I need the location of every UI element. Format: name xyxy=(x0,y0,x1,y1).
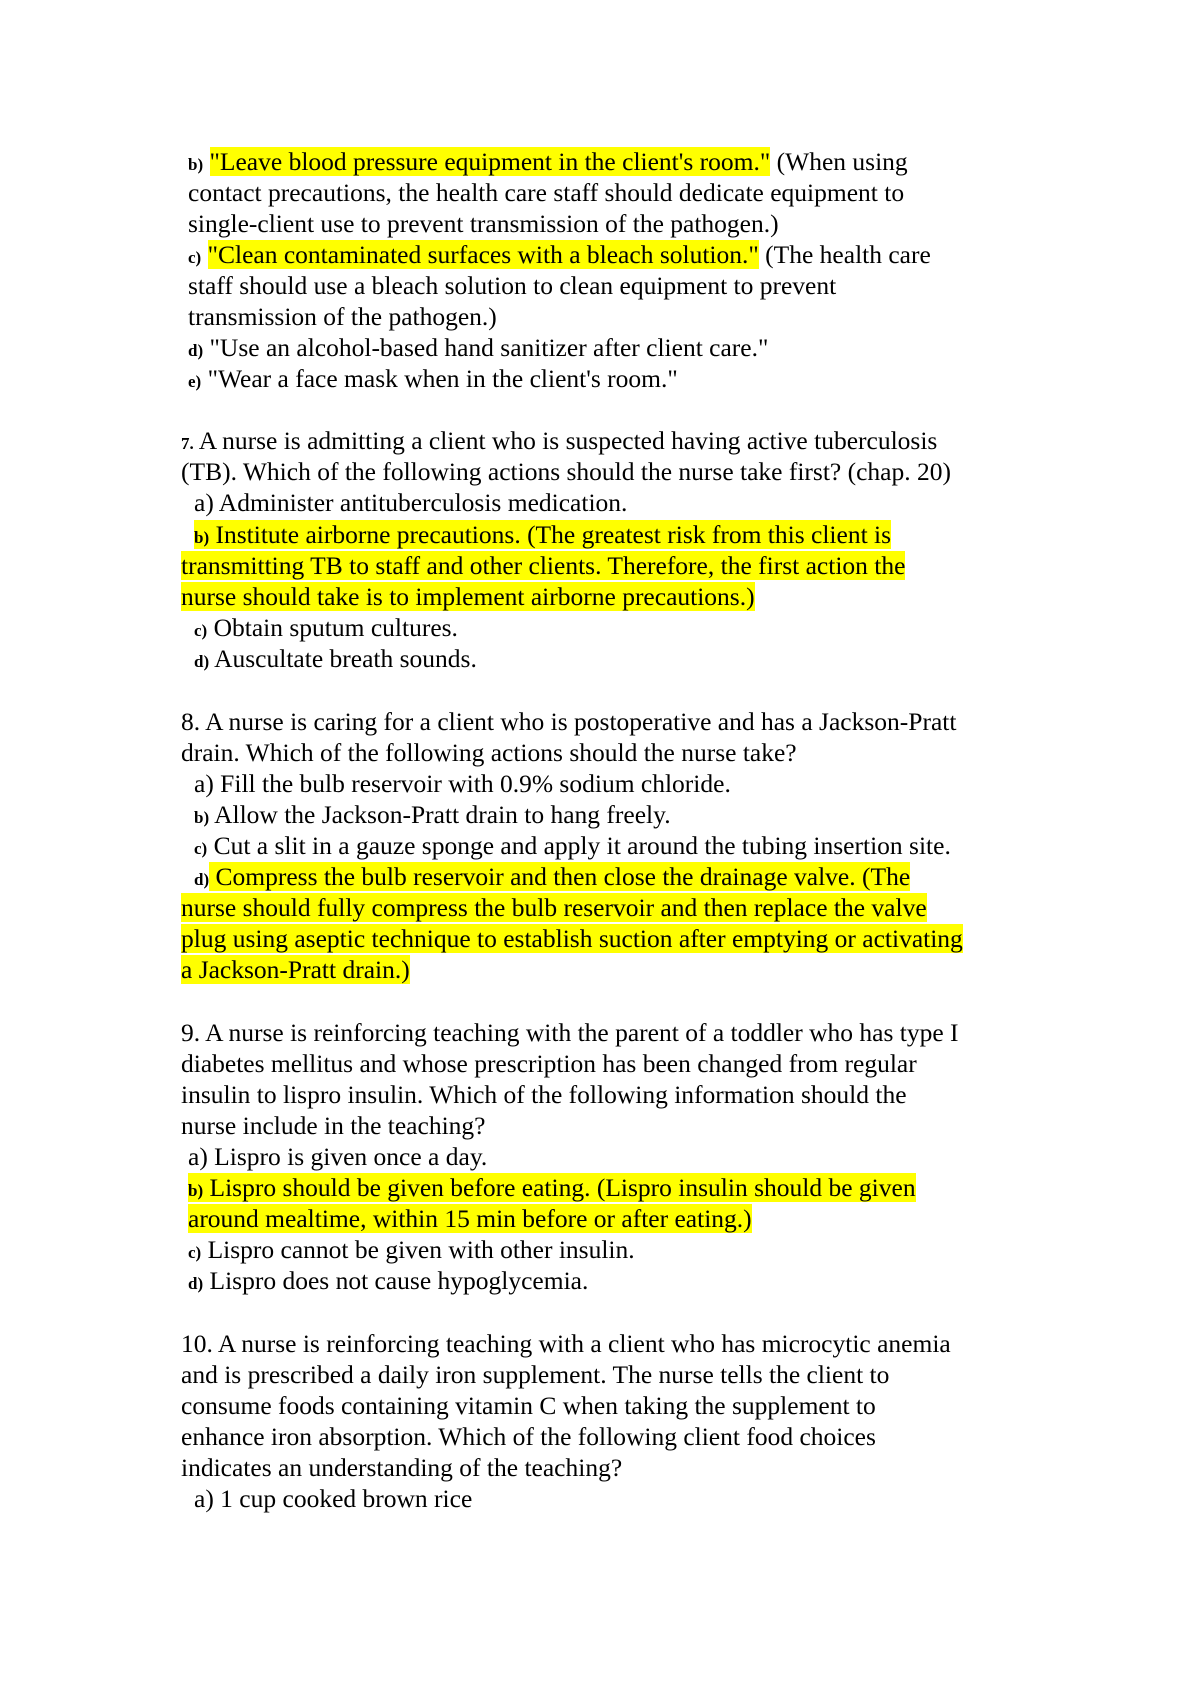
option-letter: d) xyxy=(194,652,210,671)
q7-option-c xyxy=(194,613,458,646)
q6-option-c xyxy=(188,240,931,273)
correct-answer-highlight: "Leave blood pressure equipment in the client's room." xyxy=(209,147,771,176)
option-letter: b) xyxy=(188,155,204,174)
question-number: 7. xyxy=(181,434,194,453)
option-text: Auscultate breath sounds. xyxy=(209,644,477,673)
rationale-text: (When using xyxy=(770,147,908,176)
q10-option-a: a) 1 cup cooked brown rice xyxy=(194,1484,473,1513)
option-text: Lispro cannot be given with other insulin. xyxy=(201,1235,635,1264)
q8-stem: 8. A nurse is caring for a client who is postoperative and has a Jackson-Pratt xyxy=(181,707,957,736)
q9-option-b xyxy=(188,1173,916,1206)
option-text: "Wear a face mask when in the client's room." xyxy=(207,364,678,393)
question-text-line: (TB). Which of the following actions should the nurse take first? (chap. 20) xyxy=(181,457,951,486)
option-text: "Use an alcohol-based hand sanitizer after client care." xyxy=(209,333,769,362)
question-text: A nurse is admitting a client who is suspected having active tuberculosis xyxy=(193,426,938,455)
highlight-line: plug using aseptic technique to establish suction after emptying or activating xyxy=(181,924,963,953)
q7-option-b xyxy=(194,520,891,553)
option-text: Allow the Jackson-Pratt drain to hang freely. xyxy=(209,800,671,829)
rationale-line: contact precautions, the health care staff should dedicate equipment to xyxy=(188,178,905,207)
q7-option-d xyxy=(194,644,477,677)
option-letter: e) xyxy=(188,372,202,391)
option-letter: c) xyxy=(188,248,202,267)
correct-answer-highlight: "Clean contaminated surfaces with a bleach solution." xyxy=(207,240,759,269)
q8-option-c xyxy=(194,831,951,864)
option-letter: d) xyxy=(188,1274,204,1293)
q9-option-c xyxy=(188,1235,635,1268)
option-text: Lispro does not cause hypoglycemia. xyxy=(203,1266,589,1295)
highlight-line: transmitting TB to staff and other clients. Therefore, the first action the xyxy=(181,551,906,580)
q9-stem: 9. A nurse is reinforcing teaching with the parent of a toddler who has type I xyxy=(181,1018,959,1047)
q6-option-e xyxy=(188,364,678,397)
q9-option-d xyxy=(188,1266,588,1299)
correct-answer-highlight: Compress the bulb reservoir and then close the drainage valve. (The xyxy=(209,862,911,891)
option-letter: c) xyxy=(194,839,208,858)
option-text: Cut a slit in a gauze sponge and apply it around the tubing insertion site. xyxy=(207,831,951,860)
option-letter: b) xyxy=(194,808,210,827)
question-text-line: indicates an understanding of the teaching? xyxy=(181,1453,623,1482)
rationale-line: staff should use a bleach solution to clean equipment to prevent xyxy=(188,271,837,300)
correct-answer-highlight: Institute airborne precautions. (The greatest risk from this client is xyxy=(209,520,892,549)
option-letter: d) xyxy=(188,341,204,360)
q10-stem: 10. A nurse is reinforcing teaching with a client who has microcytic anemia xyxy=(181,1329,951,1358)
q8-option-b xyxy=(194,800,671,833)
question-text-line: drain. Which of the following actions should the nurse take? xyxy=(181,738,797,767)
rationale-line: single-client use to prevent transmission of the pathogen.) xyxy=(188,209,779,238)
q7-stem xyxy=(181,426,937,459)
rationale-text: (The health care xyxy=(758,240,931,269)
correct-answer-highlight: Lispro should be given before eating. (Lispro insulin should be given xyxy=(203,1173,916,1202)
option-letter: d) xyxy=(194,870,210,889)
highlight-line: nurse should take is to implement airborne precautions.) xyxy=(181,582,755,611)
question-text-line: insulin to lispro insulin. Which of the following information should the xyxy=(181,1080,907,1109)
question-text-line: and is prescribed a daily iron supplement. The nurse tells the client to xyxy=(181,1360,890,1389)
option-text: Obtain sputum cultures. xyxy=(207,613,458,642)
q6-option-b xyxy=(188,147,908,180)
option-letter: c) xyxy=(194,621,208,640)
option-letter: b) xyxy=(188,1181,204,1200)
highlight-line: a Jackson-Pratt drain.) xyxy=(181,955,410,984)
question-text-line: nurse include in the teaching? xyxy=(181,1111,486,1140)
q9-option-a: a) Lispro is given once a day. xyxy=(188,1142,488,1171)
question-text-line: consume foods containing vitamin C when taking the supplement to xyxy=(181,1391,876,1420)
rationale-line: transmission of the pathogen.) xyxy=(188,302,497,331)
q7-option-a: a) Administer antituberculosis medication. xyxy=(194,488,628,517)
question-text-line: enhance iron absorption. Which of the following client food choices xyxy=(181,1422,876,1451)
option-letter: b) xyxy=(194,528,210,547)
question-text-line: diabetes mellitus and whose prescription has been changed from regular xyxy=(181,1049,917,1078)
q8-option-d xyxy=(194,862,910,895)
q8-option-a: a) Fill the bulb reservoir with 0.9% sodium chloride. xyxy=(194,769,731,798)
highlight-line: around mealtime, within 15 min before or after eating.) xyxy=(188,1204,752,1233)
q6-option-d xyxy=(188,333,768,366)
highlight-line: nurse should fully compress the bulb reservoir and then replace the valve xyxy=(181,893,927,922)
option-letter: c) xyxy=(188,1243,202,1262)
